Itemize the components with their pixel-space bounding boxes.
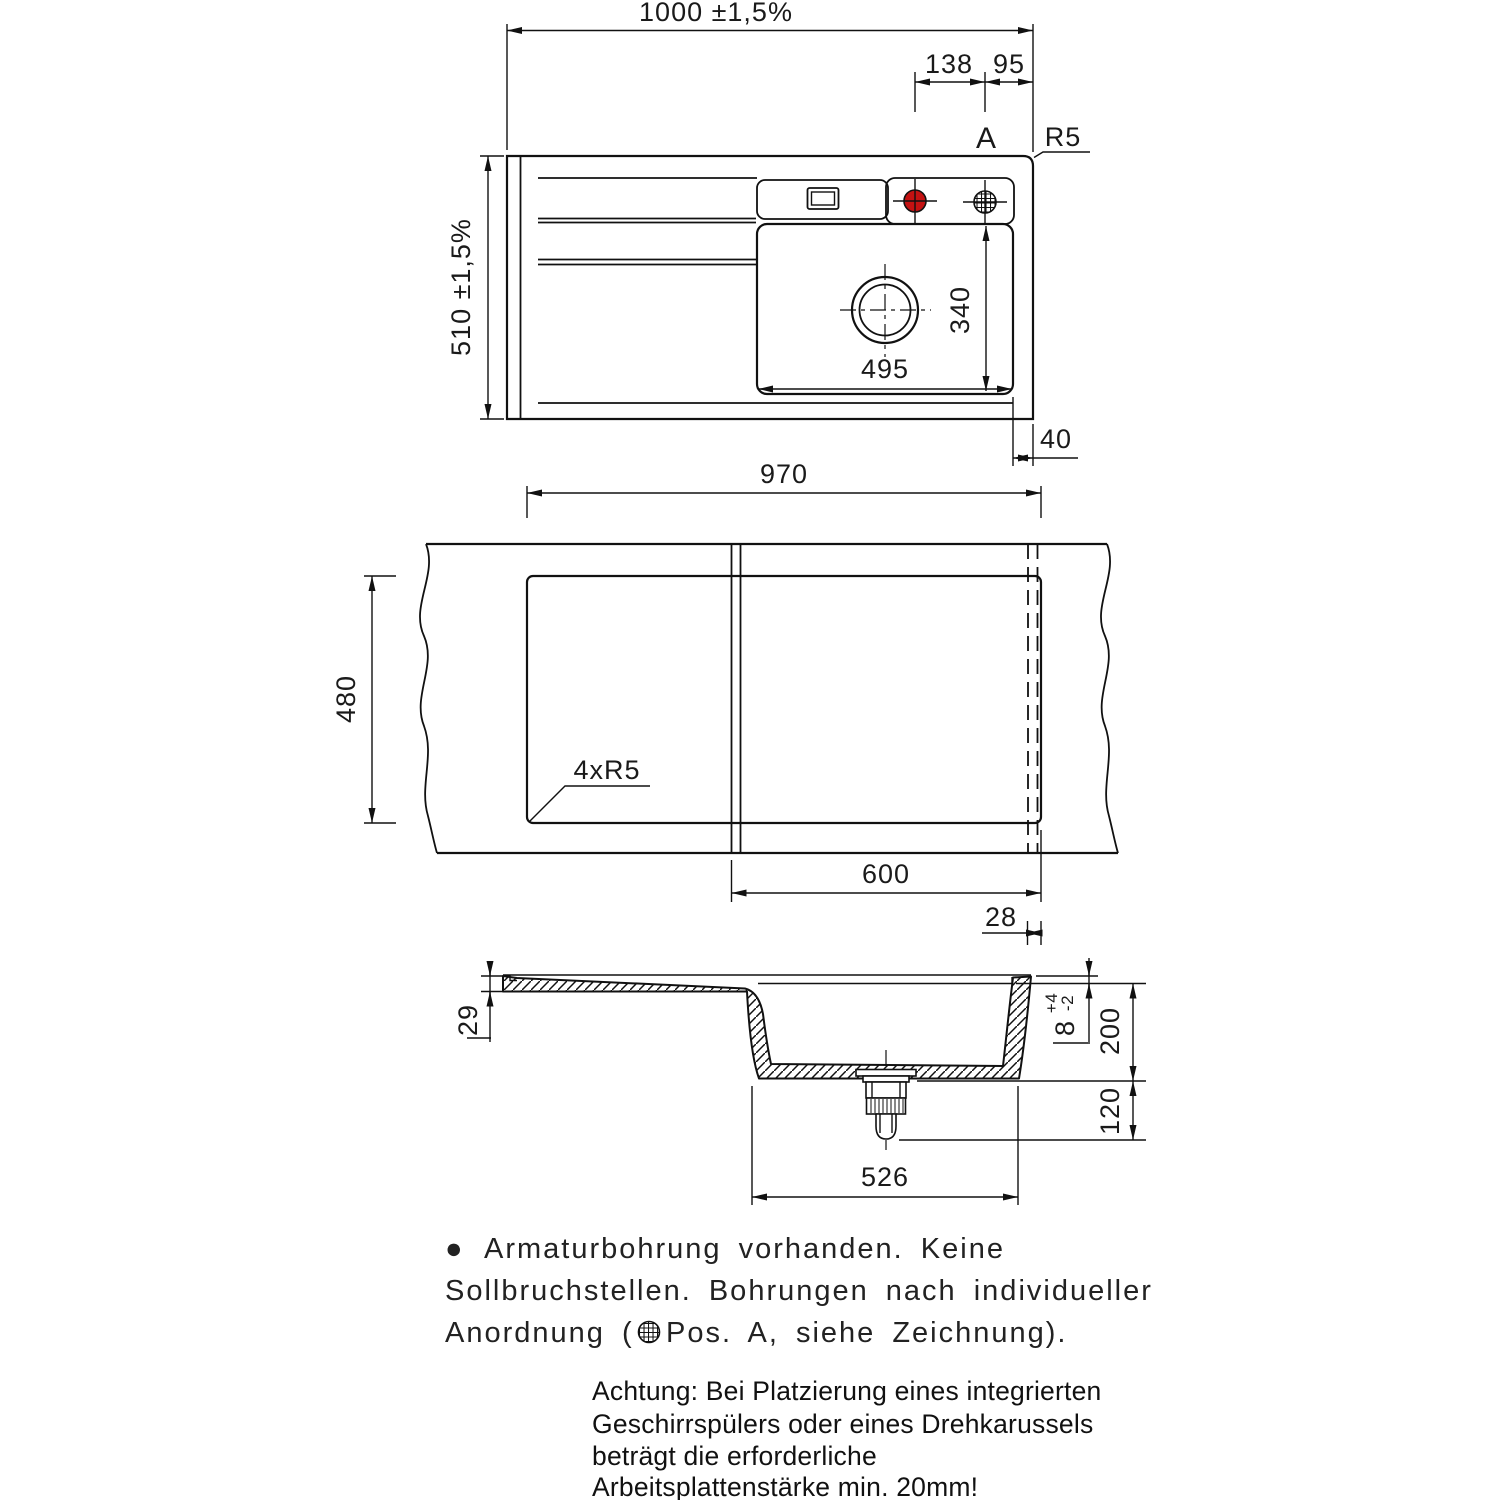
dim-hole-position bbox=[915, 49, 1033, 112]
cutout-view bbox=[331, 459, 1118, 945]
top-view bbox=[446, 0, 1090, 466]
dim-overall-depth-text: 510 ±1,5% bbox=[446, 218, 476, 356]
dim-cutout-width-text: 970 bbox=[759, 459, 809, 489]
dim-joint-to-edge bbox=[732, 830, 1042, 902]
dim-drain-height-text: 120 bbox=[1095, 1086, 1125, 1136]
dim-step-text: 8 bbox=[1050, 1019, 1080, 1037]
corner-radius-text: R5 bbox=[1044, 122, 1082, 152]
pos-a-icon bbox=[639, 1322, 660, 1343]
dim-step-tol-minus: -2 bbox=[1058, 994, 1077, 1012]
deck-edge-line bbox=[758, 977, 1012, 984]
dim-step-tol-plus: +4 bbox=[1042, 992, 1061, 1014]
drainboard-grooves bbox=[538, 178, 1013, 403]
overflow-inner bbox=[812, 192, 835, 205]
worktop-joint-lines bbox=[732, 544, 741, 853]
note-line2: Sollbruchstellen. Bohrungen nach individueller bbox=[445, 1275, 1153, 1307]
note-bullet-icon: ● bbox=[445, 1233, 465, 1265]
dim-bowl-depth-section-text: 200 bbox=[1095, 1006, 1125, 1056]
dim-cutout-depth-text: 480 bbox=[331, 674, 361, 724]
dim-rim-height-text: 29 bbox=[453, 1003, 483, 1037]
warning-line2: Geschirrspülers oder eines Drehkarussels bbox=[592, 1409, 1094, 1439]
dim-hole-spacing-text: 138 bbox=[924, 49, 974, 79]
worktop-break-right bbox=[1101, 544, 1118, 853]
warning-line4: Arbeitsplattenstärke min. 20mm! bbox=[592, 1472, 979, 1500]
dim-overall-depth bbox=[446, 156, 504, 419]
dim-cutout-width bbox=[527, 459, 1041, 518]
section-material bbox=[503, 976, 1031, 1079]
dim-overall-width-text: 1000 ±1,5% bbox=[639, 0, 793, 27]
dim-cutout-depth bbox=[331, 576, 396, 823]
faucet-hole bbox=[893, 179, 937, 223]
dim-bowl-depth bbox=[945, 226, 986, 391]
note-line1: Armaturbohrung vorhanden. Keine bbox=[484, 1233, 1005, 1265]
dim-right-margin bbox=[1013, 397, 1078, 466]
dim-step bbox=[1016, 958, 1146, 1044]
dim-bowl-width bbox=[758, 354, 1012, 389]
dim-bowl-bottom-width-text: 526 bbox=[860, 1162, 910, 1192]
dim-drain-height bbox=[899, 1081, 1146, 1140]
dim-joint-to-edge-text: 600 bbox=[861, 859, 911, 889]
warning-line1: Achtung: Bei Platzierung eines integrierten bbox=[592, 1376, 1102, 1406]
rear-ledge bbox=[757, 180, 888, 219]
dim-bowl-depth-text: 340 bbox=[945, 285, 975, 335]
warning-line3: beträgt die erforderliche bbox=[592, 1441, 877, 1471]
dim-edge-offset-text: 28 bbox=[984, 902, 1018, 932]
worktop-break-left bbox=[420, 544, 437, 853]
cutout-radius-text: 4xR5 bbox=[573, 755, 641, 785]
pos-a-label: A bbox=[975, 122, 997, 155]
hidden-edge-lines bbox=[1028, 544, 1038, 853]
drain-hole bbox=[840, 264, 931, 357]
corner-radius-callout bbox=[1034, 122, 1090, 158]
pos-a-hole bbox=[963, 180, 1007, 224]
note-line3-after: Pos. A, siehe Zeichnung). bbox=[666, 1317, 1068, 1349]
warning-block bbox=[592, 1376, 1101, 1500]
note-line3-before: Anordnung ( bbox=[445, 1317, 634, 1349]
dim-right-margin-text: 40 bbox=[1039, 424, 1073, 454]
dim-edge-offset bbox=[982, 902, 1041, 945]
dim-hole-edge-text: 95 bbox=[992, 49, 1026, 79]
dim-rim-height bbox=[453, 962, 503, 1042]
cutout-radius-callout bbox=[529, 755, 650, 822]
notes-block bbox=[445, 1233, 1153, 1349]
section-view bbox=[453, 958, 1146, 1205]
dim-bowl-width-text: 495 bbox=[860, 354, 910, 384]
